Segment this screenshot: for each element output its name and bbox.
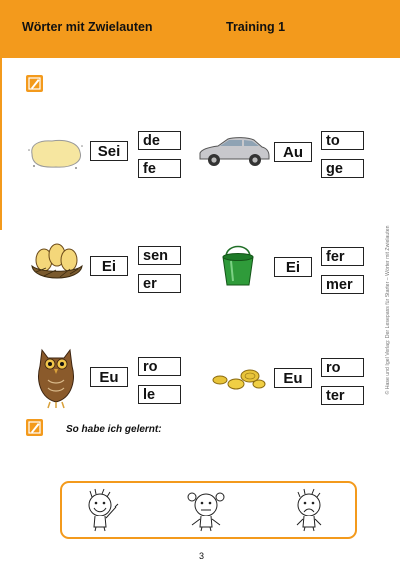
syllable-start: Ei <box>274 257 312 277</box>
syllable-ending[interactable]: fe <box>138 159 181 178</box>
syllable-start: Eu <box>274 368 312 388</box>
owl-picture <box>34 346 78 415</box>
neutral-face-icon[interactable] <box>184 487 228 538</box>
sad-face-icon[interactable] <box>288 487 330 538</box>
copyright-note: © Hase und Igel Verlag: Der Lesepass für Starter – Wörter mit Zwielauten <box>385 225 391 395</box>
car-picture <box>196 135 272 174</box>
pencil-icon <box>26 75 43 92</box>
syllable-ending[interactable]: to <box>321 131 364 150</box>
syllable-start: Sei <box>90 141 128 161</box>
syllable-start: Eu <box>90 367 128 387</box>
syllable-ending[interactable]: ro <box>321 358 364 377</box>
page-header <box>0 0 400 58</box>
page-number: 3 <box>199 551 205 561</box>
syllable-ending[interactable]: le <box>138 385 181 404</box>
syllable-start: Au <box>274 142 312 162</box>
self-assessment-prompt: So habe ich gelernt: <box>66 424 162 435</box>
happy-face-icon[interactable] <box>82 487 124 538</box>
worksheet-title: Wörter mit Zwielauten <box>22 20 153 34</box>
syllable-start: Ei <box>90 256 128 276</box>
syllable-ending[interactable]: fer <box>321 247 364 266</box>
pencil-icon <box>26 419 43 436</box>
syllable-ending[interactable]: ge <box>321 159 364 178</box>
self-assessment-panel <box>60 481 357 539</box>
syllable-ending[interactable]: mer <box>321 275 364 294</box>
syllable-ending[interactable]: ro <box>138 357 181 376</box>
training-label: Training 1 <box>226 20 286 34</box>
syllable-ending[interactable]: ter <box>321 386 364 405</box>
coins-picture <box>210 364 266 399</box>
syllable-ending[interactable]: er <box>138 274 181 293</box>
syllable-ending[interactable]: sen <box>138 246 181 265</box>
side-accent-line <box>0 58 2 230</box>
stone-picture <box>26 132 86 177</box>
bucket-picture <box>218 245 258 292</box>
nest-picture <box>30 240 84 291</box>
syllable-ending[interactable]: de <box>138 131 181 150</box>
